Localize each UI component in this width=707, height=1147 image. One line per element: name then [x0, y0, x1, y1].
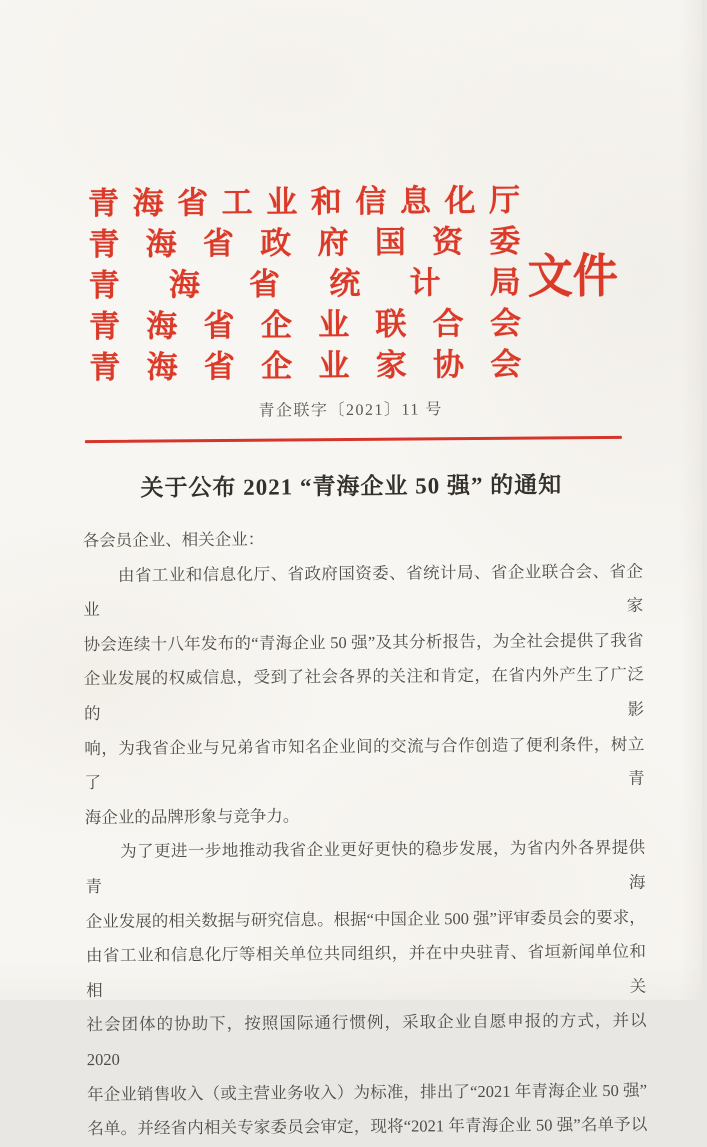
body-line: 各会员企业、相关企业： — [82, 529, 265, 551]
body-line: 企业发展的相关数据与研究信息。根据“中国企业 500 强”评审委员会的要求， — [85, 907, 646, 931]
body-line: 由省工业和信息化厅、省政府国资委、省统计局、省企业联合会、省企业家 — [83, 561, 644, 620]
org-name-line: 青海省企业家协会 — [89, 346, 522, 386]
org-name-line: 青海省政府国资委 — [88, 223, 521, 263]
document-body — [83, 520, 648, 1147]
org-name-line: 青海省工业和信息化厅 — [87, 182, 521, 222]
org-name-line: 青海省企业联合会 — [88, 305, 522, 345]
body-line: 协会连续十八年发布的“青海企业 50 强”及其分析报告，为全社会提供了我省 — [83, 630, 644, 654]
doc-mark-wenjian: 文件 — [527, 250, 619, 304]
body-line: 由省工业和信息化厅等相关单位共同组织，并在中央驻青、省垣新闻单位和相关 — [85, 941, 647, 1000]
document-title: 关于公布 2021 “青海企业 50 强” 的通知 — [140, 472, 563, 501]
body-line: 社会团体的协助下，按照国际通行惯例，采取企业自愿申报的方式，并以 2020 — [86, 1011, 647, 1069]
org-name-line: 青海省统计局 — [88, 264, 521, 304]
body-line: 海企业的品牌形象与竞争力。 — [84, 806, 300, 827]
doc-number: 青企联字〔2021〕11 号 — [258, 401, 443, 420]
body-line: 年企业销售收入（或主营业务收入）为标准，排出了“2021 年青海企业 50 强” — [86, 1080, 648, 1104]
red-separator-line — [85, 436, 622, 443]
body-line: 企业发展的权威信息，受到了社会各界的关注和肯定，在省内外产生了广泛的影 — [83, 665, 645, 724]
body-line: 为了更进一步地推动我省企业更好更快的稳步发展，为省内外各界提供青海 — [85, 838, 646, 897]
body-line: 响，为我省企业与兄弟省市知名企业间的交流与合作创造了便利条件，树立了青 — [84, 734, 645, 793]
letterhead — [88, 180, 522, 388]
body-line: 名单。并经省内相关专家委员会审定，现将“2021 年青海企业 50 强”名单予以 — [87, 1114, 648, 1139]
